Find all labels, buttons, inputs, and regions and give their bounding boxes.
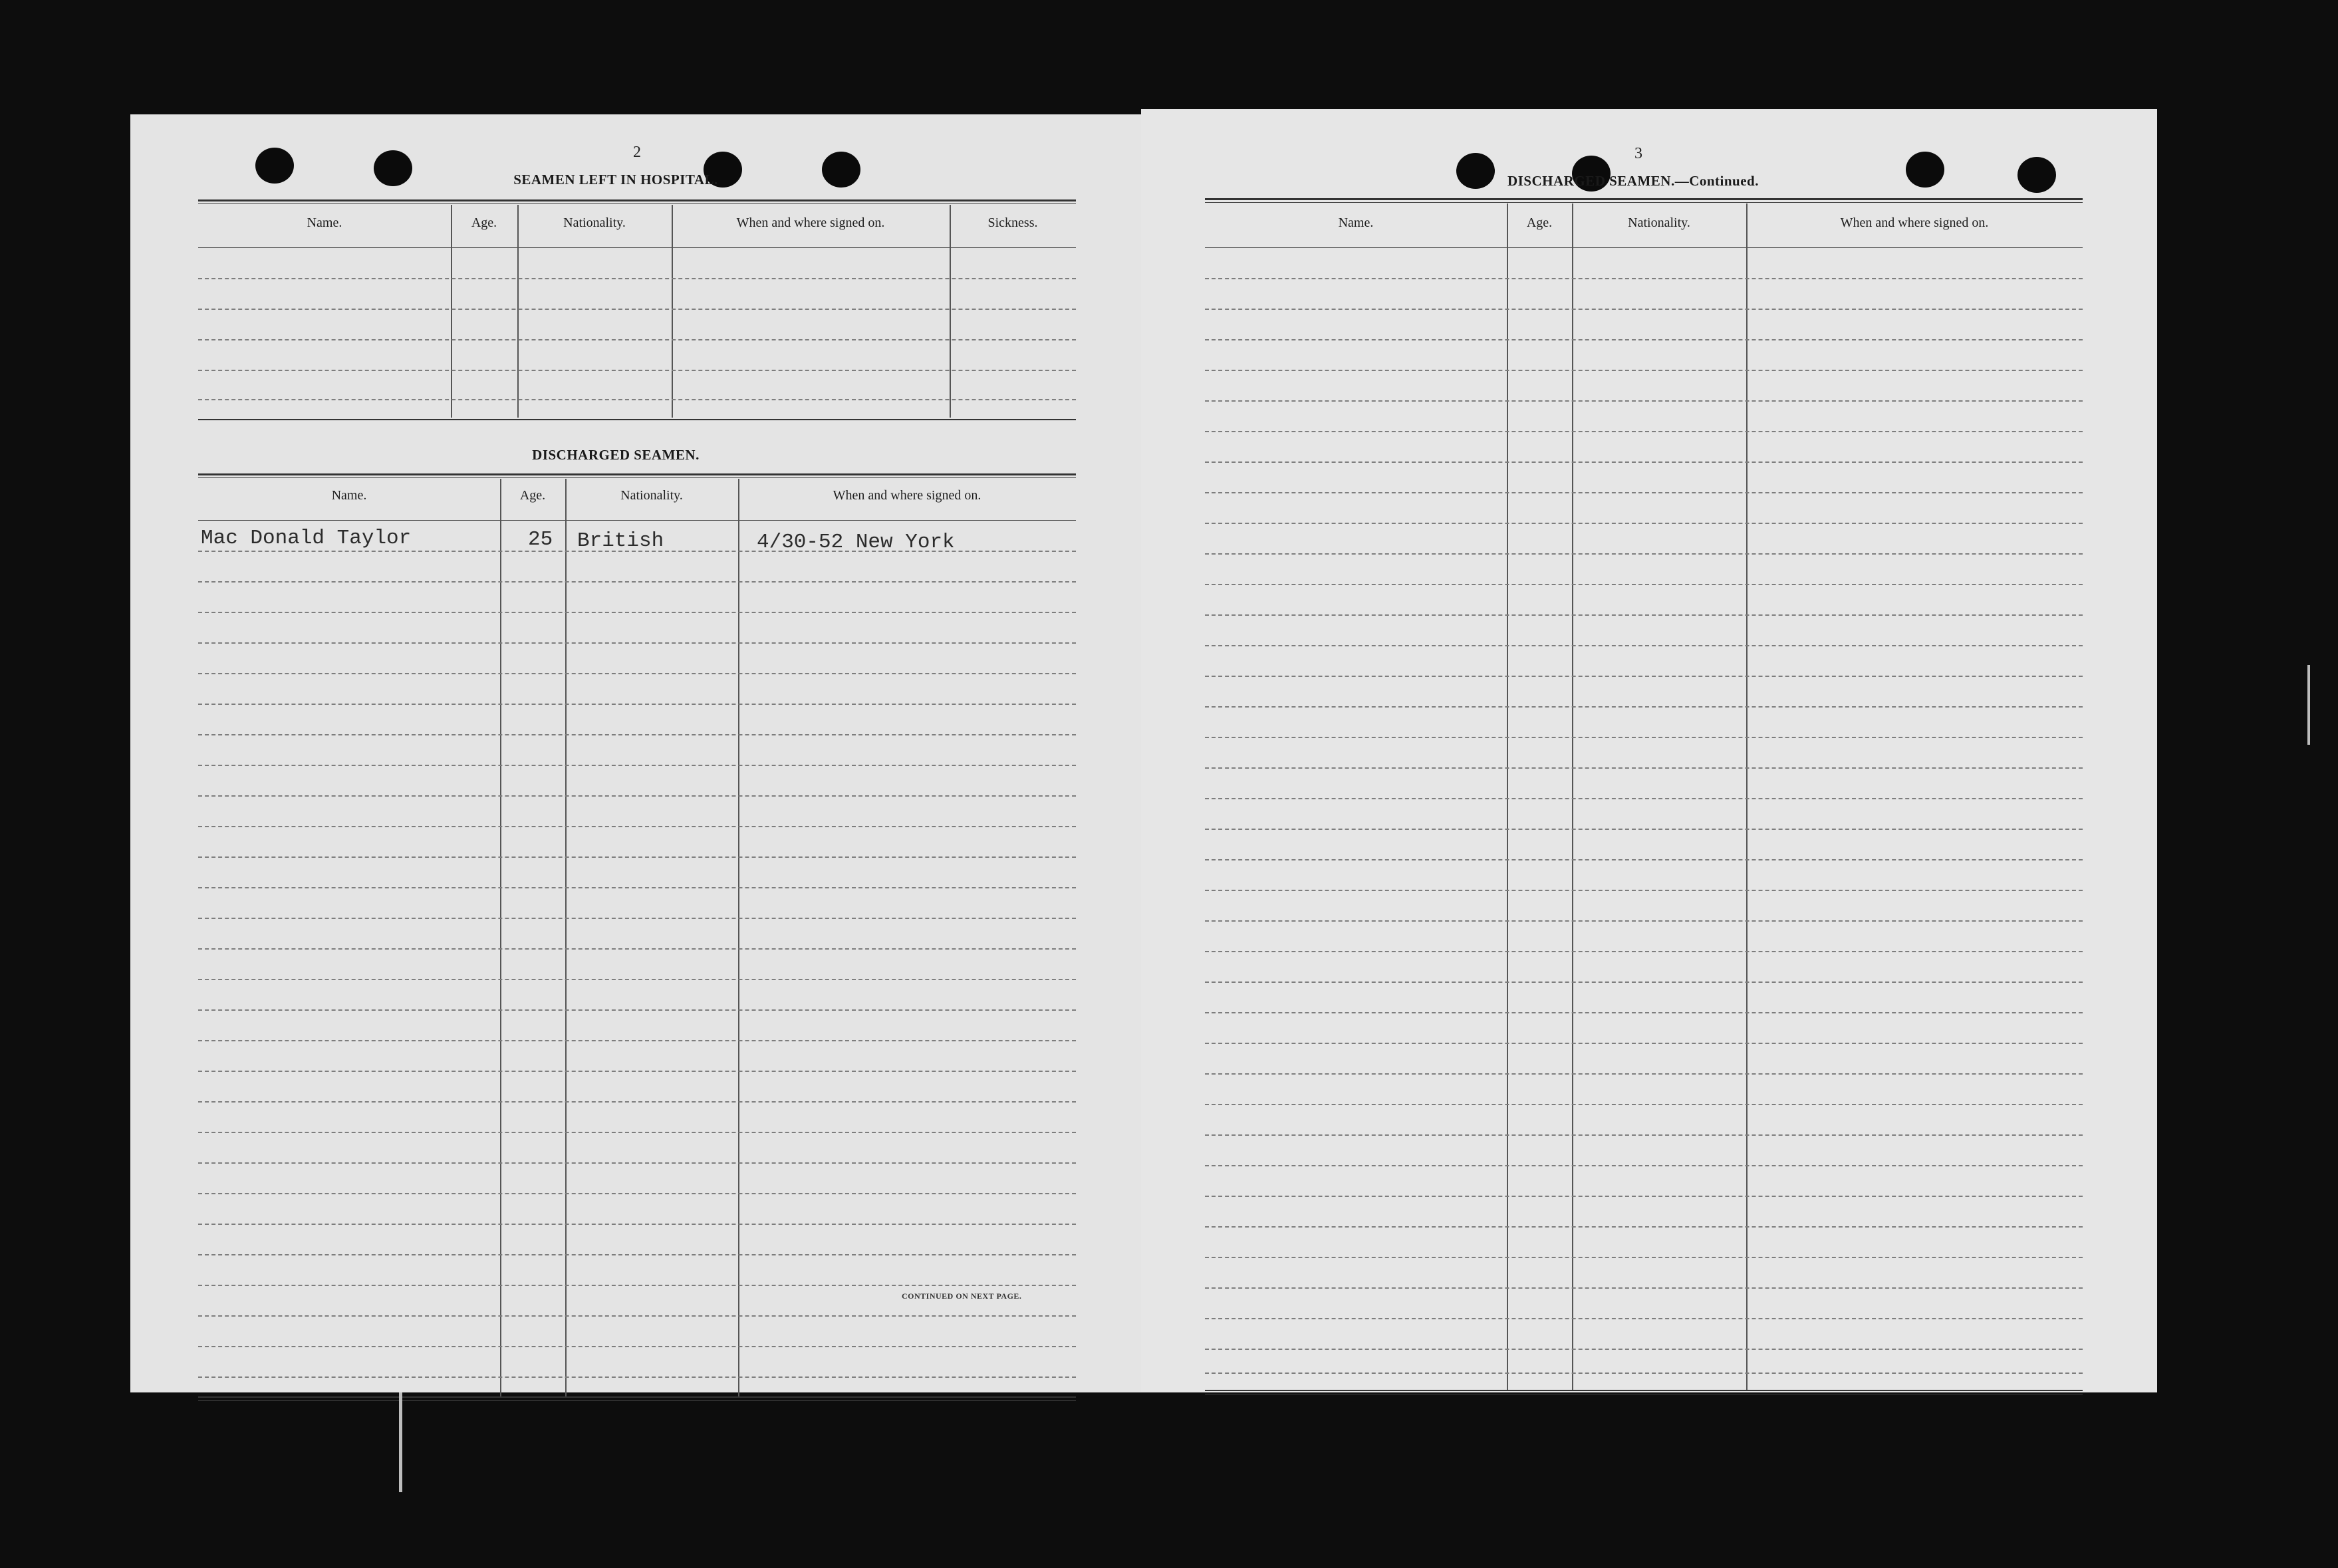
ruled-line xyxy=(1205,1196,2083,1197)
ruled-line xyxy=(1205,614,2083,616)
ruled-line xyxy=(198,979,1076,980)
ruled-line xyxy=(1205,523,2083,524)
punch-hole xyxy=(1906,152,1944,188)
table-rule xyxy=(198,477,1076,478)
ruled-line xyxy=(198,370,1076,371)
ruled-line xyxy=(1205,1372,2083,1374)
hospital-section-title: SEAMEN LEFT IN HOSPITAL. xyxy=(513,172,718,188)
column-header-name: Name. xyxy=(307,215,342,230)
ruled-line xyxy=(1205,737,2083,738)
ruled-line xyxy=(1205,1349,2083,1350)
ruled-line xyxy=(1205,553,2083,555)
ruled-line xyxy=(198,1193,1076,1194)
ruled-line xyxy=(198,1315,1076,1317)
discharged-continued-title: DISCHARGED SEAMEN.—Continued. xyxy=(1507,173,1759,189)
column-header-nationality: Nationality. xyxy=(1628,215,1690,230)
ruled-line xyxy=(1205,492,2083,493)
table-rule xyxy=(198,1396,1076,1398)
punch-hole xyxy=(374,150,412,186)
ruled-line xyxy=(198,399,1076,400)
ruled-line xyxy=(1205,890,2083,891)
ruled-line xyxy=(198,278,1076,279)
ruled-line xyxy=(1205,339,2083,340)
column-divider xyxy=(672,205,673,418)
ruled-line xyxy=(1205,951,2083,952)
ruled-line xyxy=(198,1071,1076,1072)
ruled-line xyxy=(1205,431,2083,432)
right-page xyxy=(1141,109,2157,1392)
ruled-line xyxy=(198,948,1076,950)
ruled-line xyxy=(1205,706,2083,708)
ruled-line xyxy=(198,1254,1076,1255)
seaman-age: 25 xyxy=(528,528,553,551)
column-header-sickness: Sickness. xyxy=(987,215,1038,230)
ruled-line xyxy=(1205,370,2083,371)
ruled-line xyxy=(1205,584,2083,585)
column-header-signed-on: When and where signed on. xyxy=(833,488,981,503)
ruled-line xyxy=(198,765,1076,766)
ruled-line xyxy=(198,1101,1076,1103)
column-header-nationality: Nationality. xyxy=(563,215,626,230)
column-divider xyxy=(1572,203,1573,1390)
ruled-line xyxy=(1205,1043,2083,1044)
ruled-line xyxy=(198,1285,1076,1286)
ruled-line xyxy=(1205,859,2083,860)
column-header-age: Age. xyxy=(1526,215,1553,230)
column-divider xyxy=(950,205,951,418)
seaman-nationality: British xyxy=(577,529,664,553)
column-header-signed-on: When and where signed on. xyxy=(736,215,885,230)
ruled-line xyxy=(198,673,1076,674)
column-header-name: Name. xyxy=(331,488,367,503)
column-header-name: Name. xyxy=(1338,215,1374,230)
ruled-line xyxy=(198,918,1076,919)
ruled-line xyxy=(1205,400,2083,402)
ruled-line xyxy=(198,1224,1076,1225)
ruled-line xyxy=(1205,1165,2083,1166)
discharged-section-title: DISCHARGED SEAMEN. xyxy=(532,447,700,463)
ruled-line xyxy=(1205,1226,2083,1228)
ruled-line xyxy=(198,1376,1076,1378)
ruled-line xyxy=(198,581,1076,583)
left-page xyxy=(130,114,1141,1392)
ruled-line xyxy=(1205,798,2083,799)
column-divider xyxy=(500,479,501,1396)
ruled-line xyxy=(198,1162,1076,1164)
ruled-line xyxy=(1205,1257,2083,1258)
table-rule xyxy=(198,247,1076,248)
ruled-line xyxy=(198,1009,1076,1011)
table-rule xyxy=(198,199,1076,201)
ruled-line xyxy=(198,642,1076,644)
seaman-signed-on: 4/30-52 New York xyxy=(757,531,955,554)
ruled-line xyxy=(1205,1073,2083,1075)
ruled-line xyxy=(1205,1318,2083,1319)
ruled-line xyxy=(1205,920,2083,922)
column-divider xyxy=(565,479,567,1396)
ruled-line xyxy=(198,339,1076,340)
ruled-line xyxy=(198,309,1076,310)
ruled-line xyxy=(1205,645,2083,646)
ruled-line xyxy=(1205,1134,2083,1136)
table-rule xyxy=(1205,198,2083,200)
column-header-nationality: Nationality. xyxy=(620,488,683,503)
ruled-line xyxy=(1205,1012,2083,1013)
ruled-line xyxy=(1205,461,2083,463)
column-divider xyxy=(517,205,519,418)
ruled-line xyxy=(198,1346,1076,1347)
table-rule xyxy=(1205,247,2083,248)
column-header-age: Age. xyxy=(519,488,546,503)
punch-hole xyxy=(255,148,294,184)
ruled-line xyxy=(198,795,1076,797)
ruled-line xyxy=(198,856,1076,858)
table-rule xyxy=(1205,202,2083,203)
ruled-line xyxy=(1205,767,2083,769)
table-rule xyxy=(198,419,1076,420)
punch-hole xyxy=(2017,157,2056,193)
punch-hole xyxy=(822,152,860,188)
continued-note: CONTINUED ON NEXT PAGE. xyxy=(902,1291,1022,1301)
column-header-signed-on: When and where signed on. xyxy=(1840,215,1989,230)
ruled-line xyxy=(1205,1104,2083,1105)
scan-artifact xyxy=(399,1392,402,1492)
ruled-line xyxy=(1205,981,2083,983)
scan-artifact xyxy=(2307,665,2310,745)
ruled-line xyxy=(198,887,1076,888)
ruled-line xyxy=(198,826,1076,827)
table-rule xyxy=(198,1400,1076,1401)
table-rule xyxy=(198,203,1076,204)
column-divider xyxy=(1507,203,1508,1390)
table-rule xyxy=(198,520,1076,521)
column-divider xyxy=(738,479,739,1396)
seaman-name: Mac Donald Taylor xyxy=(201,527,412,550)
ruled-line xyxy=(1205,676,2083,677)
page-number: 2 xyxy=(633,144,641,161)
ruled-line xyxy=(198,704,1076,705)
column-divider xyxy=(1746,203,1748,1390)
ruled-line xyxy=(198,734,1076,735)
ruled-line xyxy=(1205,829,2083,830)
ruled-line xyxy=(1205,309,2083,310)
ruled-line xyxy=(198,1040,1076,1041)
ruled-line xyxy=(1205,278,2083,279)
table-rule xyxy=(198,473,1076,475)
ruled-line xyxy=(1205,1287,2083,1289)
column-header-age: Age. xyxy=(471,215,497,230)
ruled-line xyxy=(198,551,1076,552)
page-number: 3 xyxy=(1634,145,1642,162)
column-divider xyxy=(451,205,452,418)
ruled-line xyxy=(198,612,1076,613)
ruled-line xyxy=(198,1132,1076,1133)
table-rule xyxy=(1205,1390,2083,1391)
